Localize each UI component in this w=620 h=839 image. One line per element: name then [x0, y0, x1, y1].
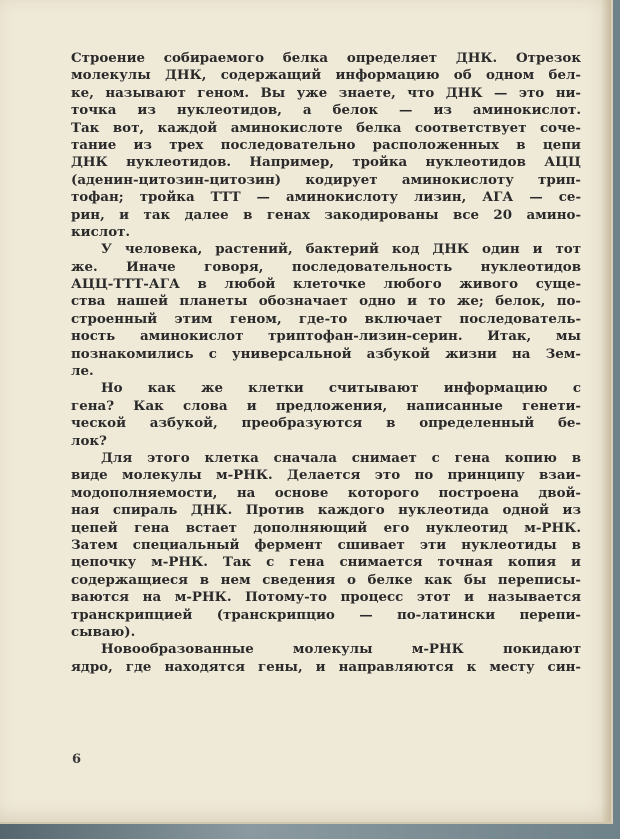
- text-line: ке, называют геном. Вы уже знаете, что ДНК — это ни-: [71, 84, 581, 101]
- text-line: ность аминокислот триптофан-лизин-серин. Итак, мы: [71, 328, 581, 345]
- text-line: строенный этим геном, где-то включает последователь-: [71, 310, 581, 327]
- text-line: познакомились с универсальной азбукой жизни на Зем-: [71, 345, 581, 362]
- text-line: Строение собираемого белка определяет ДНК. Отрезок: [71, 50, 581, 66]
- body-text: [71, 50, 581, 676]
- text-line: (аденин-цитозин-цитозин) кодирует аминокислоту трип-: [71, 171, 581, 188]
- text-line: транскрипцией (транскрипцио — по-латински перепи-: [71, 606, 581, 623]
- text-line: У человека, растений, бактерий код ДНК один и тот: [101, 241, 581, 258]
- text-line: ДНК нуклеотидов. Например, тройка нуклеотидов АЦЦ: [71, 154, 581, 171]
- text-line: лок?: [71, 432, 107, 449]
- text-line: содержащиеся в нем сведения о белке как бы переписы-: [71, 571, 581, 588]
- text-line: ная спираль ДНК. Против каждого нуклеотида одной из: [71, 502, 581, 519]
- text-line: цепочку м-РНК. Так с гена снимается точная копия и: [71, 554, 581, 571]
- text-line: Затем специальный фермент сшивает эти нуклеотиды в: [71, 536, 581, 553]
- text-line: ле.: [71, 363, 94, 380]
- text-line: тание из трех последовательно расположенных в цепи: [71, 136, 581, 153]
- text-line: ства нашей планеты обозначает одно и то же; белок, по-: [71, 293, 581, 310]
- text-line: АЦЦ-ТТТ-АГА в любой клеточке любого живого суще-: [71, 276, 581, 293]
- text-line: гена? Как слова и предложения, написанные генети-: [71, 397, 581, 414]
- text-line: тофан; тройка ТТТ — аминокислоту лизин, АГА — се-: [71, 189, 581, 206]
- text-line: рин, и так далее в генах закодированы все 20 амино-: [71, 206, 581, 223]
- text-line: ядро, где находятся гены, и направляются к месту син-: [71, 658, 581, 675]
- text-line: цепей гена встает дополняющий его нуклеотид м-РНК.: [71, 519, 581, 536]
- text-line: ваются на м-РНК. Потому-то процесс этот и называется: [71, 589, 581, 606]
- text-line: сываю).: [71, 623, 136, 640]
- text-line: ческой азбукой, преобразуются в определенный бе-: [71, 415, 581, 432]
- text-line: модополняемости, на основе которого построена двой-: [71, 484, 581, 501]
- page-number: 6: [72, 752, 82, 767]
- text-line: молекулы ДНК, содержащий информацию об одном бел-: [71, 67, 581, 84]
- text-line: Но как же клетки считывают информацию с: [101, 380, 581, 397]
- text-line: Так вот, каждой аминокислоте белка соответствует соче-: [71, 119, 581, 136]
- text-line: точка из нуклеотидов, а белок — из аминокислот.: [71, 102, 581, 119]
- text-line: Для этого клетка сначала снимает с гена копию в: [101, 449, 581, 466]
- text-line: же. Иначе говоря, последовательность нуклеотидов: [71, 258, 581, 275]
- text-line: Новообразованные молекулы м-РНК покидают: [101, 641, 581, 658]
- text-line: виде молекулы м-РНК. Делается это по принципу взаи-: [71, 467, 581, 484]
- text-line: кислот.: [71, 223, 131, 240]
